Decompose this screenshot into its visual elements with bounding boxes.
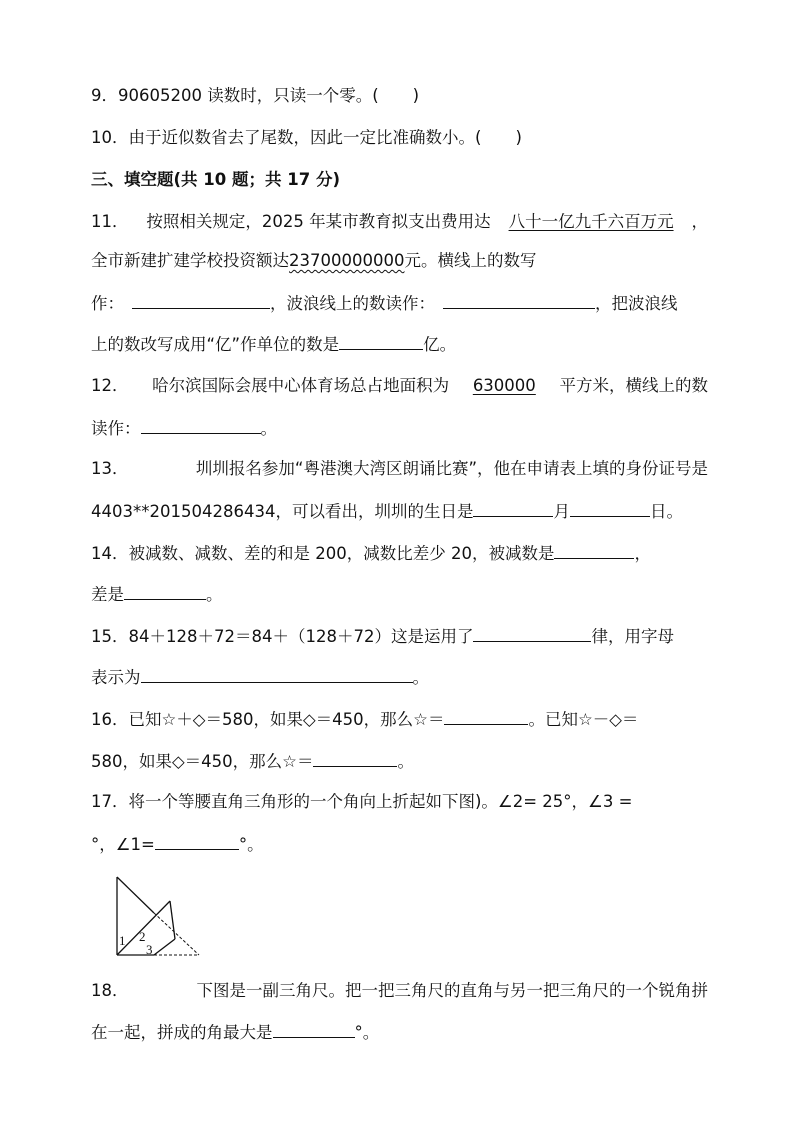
question-11-line-4 xyxy=(91,333,708,356)
paren-close: ) xyxy=(515,128,522,147)
answer-blank[interactable] xyxy=(313,750,397,767)
text: ，把波浪线 xyxy=(595,294,678,313)
angle-label-2: 2 xyxy=(139,929,146,944)
text: 将一个等腰直角三角形的一个角向上折起如下图)。∠2= 25°，∠3 = xyxy=(128,792,633,811)
question-number: 16． xyxy=(91,710,129,729)
text: 亿。 xyxy=(423,335,457,354)
text: ， xyxy=(634,544,651,563)
text: 元。横线上的数写 xyxy=(404,251,537,270)
text: 580，如果◇＝450，那么☆＝ xyxy=(91,752,314,771)
answer-blank[interactable] xyxy=(444,708,528,725)
text: 日。 xyxy=(649,502,683,521)
answer-blank[interactable] xyxy=(570,500,650,517)
answer-blank[interactable] xyxy=(554,542,634,559)
text: 4403**201504286434，可以看出，圳圳的生日是 xyxy=(91,502,474,521)
question-13-line-2 xyxy=(91,500,708,523)
question-17-line-1 xyxy=(91,791,708,813)
text: 被减数、减数、差的和是 200，减数比差少 20，被减数是 xyxy=(128,544,555,563)
question-12-line-1 xyxy=(91,375,708,397)
text: ， xyxy=(691,212,708,231)
wavy-underlined-number: 23700000000 xyxy=(289,251,405,270)
text: 读作： xyxy=(91,419,141,438)
text: °。 xyxy=(238,835,264,854)
question-10 xyxy=(91,127,708,149)
question-17-line-2 xyxy=(91,833,708,856)
underlined-number: 八十一亿九千六百万元 xyxy=(508,212,674,231)
question-14-line-1 xyxy=(91,542,708,565)
text: 哈尔滨国际会展中心体育场总占地面积为 xyxy=(152,376,450,395)
question-text: 由于近似数省去了尾数，因此一定比准确数小。( xyxy=(128,128,482,147)
text: 表示为 xyxy=(91,668,141,687)
text: °。 xyxy=(354,1023,380,1042)
text: 作： xyxy=(91,294,124,313)
original-hypotenuse-dashed xyxy=(154,913,199,955)
text: 。已知☆－◇＝ xyxy=(528,710,639,729)
triangle-hypotenuse xyxy=(117,877,154,913)
text: 律，用字母 xyxy=(591,627,674,646)
question-number: 11． xyxy=(91,212,129,231)
answer-blank[interactable] xyxy=(443,292,595,309)
angle-label-3: 3 xyxy=(146,942,153,957)
text: 。 xyxy=(412,668,429,687)
text: 上的数改写成用“亿”作单位的数是 xyxy=(91,335,340,354)
folded-triangle-figure xyxy=(113,875,203,959)
answer-blank[interactable] xyxy=(155,833,239,850)
answer-blank[interactable] xyxy=(141,417,261,434)
section-heading: 三、填空题(共 10 题；共 17 分) xyxy=(91,170,340,189)
answer-blank[interactable] xyxy=(124,583,206,600)
answer-blank[interactable] xyxy=(132,292,270,309)
text: 平方米，横线上的数 xyxy=(559,376,708,395)
fold-flap-edge xyxy=(170,901,175,939)
text: 圳圳报名参加“粤港澳大湾区朗诵比赛”，他在申请表上填的身份证号是 xyxy=(195,459,708,478)
paren-close: ) xyxy=(412,86,420,105)
question-15-line-2 xyxy=(91,666,708,689)
question-18-line-2 xyxy=(91,1021,708,1044)
text: 。 xyxy=(397,752,414,771)
text: 84＋128＋72＝84＋（128＋72）这是运用了 xyxy=(128,627,474,646)
question-number: 18． xyxy=(91,981,129,1000)
question-text: 90605200 读数时，只读一个零。( xyxy=(118,86,379,105)
answer-blank[interactable] xyxy=(339,333,423,350)
answer-blank[interactable] xyxy=(141,666,413,683)
text: 月 xyxy=(553,502,570,521)
text: 。 xyxy=(260,419,277,438)
question-14-line-2 xyxy=(91,583,708,606)
question-16-line-2 xyxy=(91,750,708,773)
question-number: 10． xyxy=(91,128,129,147)
answer-blank[interactable] xyxy=(273,1021,355,1038)
answer-blank[interactable] xyxy=(473,625,591,642)
question-number: 14． xyxy=(91,544,129,563)
question-13-line-1 xyxy=(91,458,708,480)
text: 。 xyxy=(206,585,223,604)
question-11-line-2 xyxy=(91,250,708,272)
text: 差是 xyxy=(91,585,124,604)
question-9 xyxy=(91,85,708,107)
question-number: 13． xyxy=(91,459,129,478)
text: ，波浪线上的数读作： xyxy=(270,294,435,313)
text: 在一起，拼成的角最大是 xyxy=(91,1023,273,1042)
text: 下图是一副三角尺。把一把三角尺的直角与另一把三角尺的一个锐角拼 xyxy=(196,981,708,1000)
question-number: 15． xyxy=(91,627,129,646)
text: 全市新建扩建学校投资额达 xyxy=(91,251,289,270)
question-12-line-2 xyxy=(91,417,708,440)
question-11-line-3 xyxy=(91,292,708,315)
angle-label-1: 1 xyxy=(119,933,126,948)
question-number: 9． xyxy=(91,86,118,105)
question-15-line-1 xyxy=(91,625,708,648)
text: °，∠1= xyxy=(91,835,155,854)
answer-blank[interactable] xyxy=(473,500,553,517)
question-11-line-1 xyxy=(91,211,708,233)
text: 按照相关规定，2025 年某市教育拟支出费用达 xyxy=(146,212,491,231)
underlined-number: 630000 xyxy=(472,376,536,395)
question-number: 12． xyxy=(91,376,129,395)
question-18-line-1 xyxy=(91,980,708,1002)
text: 已知☆＋◇＝580，如果◇＝450，那么☆＝ xyxy=(128,710,445,729)
question-number: 17． xyxy=(91,792,129,811)
fold-line xyxy=(154,939,175,955)
question-16-line-1 xyxy=(91,708,708,731)
